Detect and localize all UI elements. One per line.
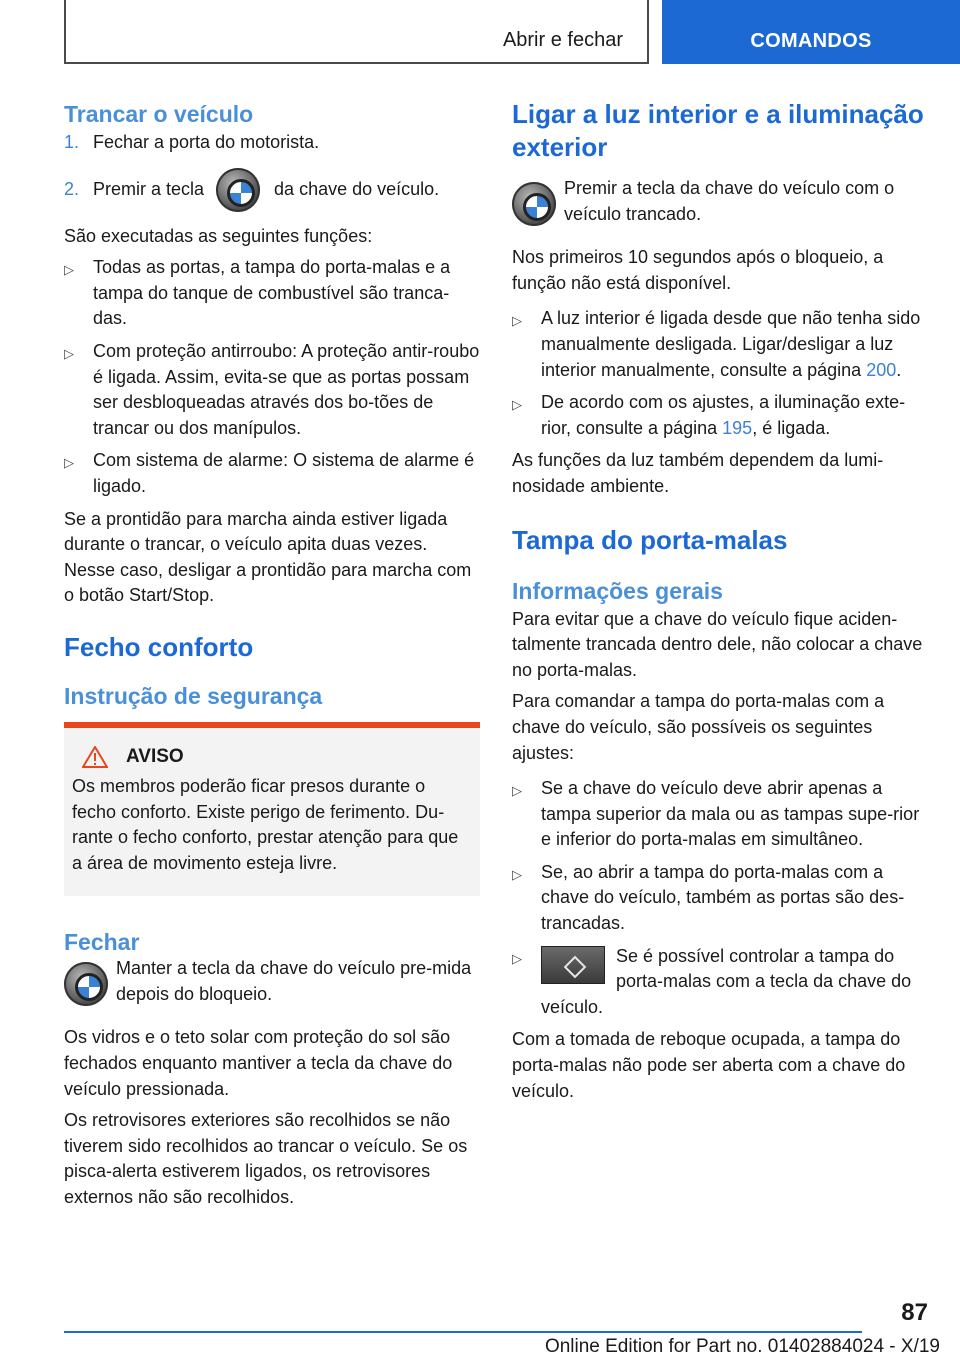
- list-item-text-cont: veículo.: [541, 996, 604, 1017]
- trunk-key-button-icon: [541, 946, 605, 984]
- light-paragraph-1: Nos primeiros 10 segundos após o bloqueio, a função não está disponível.: [512, 247, 884, 293]
- page-link-195[interactable]: 195: [722, 417, 753, 438]
- page-link-200[interactable]: 200: [866, 359, 897, 380]
- warning-label: AVISO: [126, 745, 184, 767]
- right-column: [512, 98, 928, 1110]
- list-item: [64, 448, 480, 499]
- trunk-paragraph-1: Para evitar que a chave do veículo fique aciden-talmente trancada dentro dele, não colocar a chave no porta-malas.: [512, 608, 923, 680]
- info-title: Informações gerais: [512, 577, 723, 604]
- list-item: [512, 860, 928, 937]
- list-item: [64, 339, 480, 441]
- list-item-text: Se é possível controlar a tampa do porta-malas com a tecla da chave do: [616, 945, 912, 992]
- step-1: [64, 130, 480, 156]
- list-item-text: Se a chave do veículo deve abrir apenas a tampa superior da mala ou as tampas supe-rior e inferior do porta-malas em simultâneo.: [541, 778, 920, 850]
- comfort-title: Fecho conforto: [64, 631, 254, 662]
- trunk-paragraph-3: Com a tomada de reboque ocupada, a tampa do porta-malas não pode ser aberta com a chave do veículo.: [512, 1029, 906, 1101]
- bmw-key-button-icon: [216, 168, 260, 212]
- triangle-bullet-icon: ▷: [512, 397, 522, 413]
- warning-box: [64, 722, 480, 896]
- list-item: [64, 255, 480, 332]
- warning-header: [72, 746, 472, 768]
- list-item: [512, 306, 928, 383]
- close-paragraph-1: Os vidros e o teto solar com proteção do sol são fechados enquanto mantiver a tecla da chave do veículo pressionada.: [64, 1027, 453, 1099]
- list-item-text: Com sistema de alarme: O sistema de alarme é ligado.: [93, 450, 475, 496]
- list-item: [512, 944, 928, 1021]
- list-item: [512, 390, 928, 441]
- trunk-title: Tampa do porta-malas: [512, 524, 788, 555]
- step-number: 2.: [64, 178, 80, 199]
- list-item-text: Com proteção antirroubo: A proteção antir-roubo é ligada. Assim, evita-se que as portas possam ser desbloqueadas através dos bo-tões de trancar ou dos manípulos.: [93, 340, 480, 438]
- page-header: [0, 0, 960, 66]
- list-item-text: Todas as portas, a tampa do porta-malas e a tampa do tanque de combustível são tranca-das.: [93, 257, 451, 329]
- close-title: Fechar: [64, 929, 140, 956]
- triangle-bullet-icon: ▷: [64, 345, 74, 361]
- trunk-paragraph-2: Para comandar a tampa do porta-malas com a chave do veículo, são possíveis os seguintes ajustes:: [512, 691, 885, 763]
- triangle-bullet-icon: ▷: [64, 455, 74, 471]
- safety-title: Instrução de segurança: [64, 682, 323, 709]
- chapter-tab: COMANDOS: [662, 0, 960, 64]
- close-paragraph-2: Os retrovisores exteriores são recolhidos se não tiverem sido recolhidos ao trancar o veículo. Se os pisca-alerta estiverem ligados, os retrovisores externos não são recolhidos.: [64, 1110, 468, 1208]
- light-instruction: [512, 176, 928, 233]
- triangle-bullet-icon: ▷: [512, 950, 522, 966]
- warning-icon: [82, 746, 108, 768]
- light-title: Ligar a luz interior e a iluminação exterior: [512, 99, 924, 162]
- close-instruction-text: Manter a tecla da chave do veículo pre-mida depois do bloqueio.: [116, 958, 472, 1004]
- step-text-post: da chave do veículo.: [274, 178, 440, 199]
- step-text-pre: Premir a tecla: [93, 178, 205, 199]
- left-column: [64, 98, 480, 1217]
- section-box: [64, 0, 649, 64]
- list-item-text: De acordo com os ajustes, a iluminação exte-rior, consulte a página 195, é ligada.: [541, 392, 906, 438]
- triangle-bullet-icon: ▷: [64, 262, 74, 278]
- bmw-key-button-icon: [512, 182, 556, 226]
- edition-note: Online Edition for Part no. 01402884024 - X/19: [544, 1336, 940, 1357]
- list-item: [512, 776, 928, 853]
- step-text: Fechar a porta do motorista.: [93, 132, 320, 152]
- triangle-bullet-icon: ▷: [512, 313, 522, 329]
- bmw-key-button-icon: [64, 962, 108, 1006]
- footer-divider: [64, 1331, 862, 1333]
- ready-note: Se a prontidão para marcha ainda estiver ligada durante o trancar, o veículo apita duas vezes. Nesse caso, desligar a prontidão para marcha com o botão Start/Stop.: [64, 508, 472, 606]
- triangle-bullet-icon: ▷: [512, 866, 522, 882]
- warning-text: Os membros poderão ficar presos durante o fecho conforto. Existe perigo de ferimento. Du-rante o fecho conforto, prestar atenção para que a área de movimento esteja livre.: [72, 775, 459, 873]
- section-title: Abrir e fechar: [502, 29, 623, 51]
- page-number: 87: [901, 1299, 928, 1326]
- triangle-bullet-icon: ▷: [512, 783, 522, 799]
- step-2: [64, 168, 480, 212]
- list-item-text: Se, ao abrir a tampa do porta-malas com a chave do veículo, também as portas são des-trancadas.: [541, 861, 905, 934]
- lock-title: Trancar o veículo: [64, 101, 254, 127]
- step-number: 1.: [64, 132, 80, 152]
- list-item-text: A luz interior é ligada desde que não tenha sido manualmente desligada. Ligar/desligar a luz interior manualmente, consulte a página 200.: [541, 308, 921, 380]
- light-paragraph-2: As funções da luz também dependem da lumi-nosidade ambiente.: [512, 450, 884, 496]
- light-instruction-text: Premir a tecla da chave do veículo com o veículo trancado.: [564, 178, 895, 224]
- functions-intro: São executadas as seguintes funções:: [64, 225, 373, 246]
- close-instruction: [64, 956, 480, 1013]
